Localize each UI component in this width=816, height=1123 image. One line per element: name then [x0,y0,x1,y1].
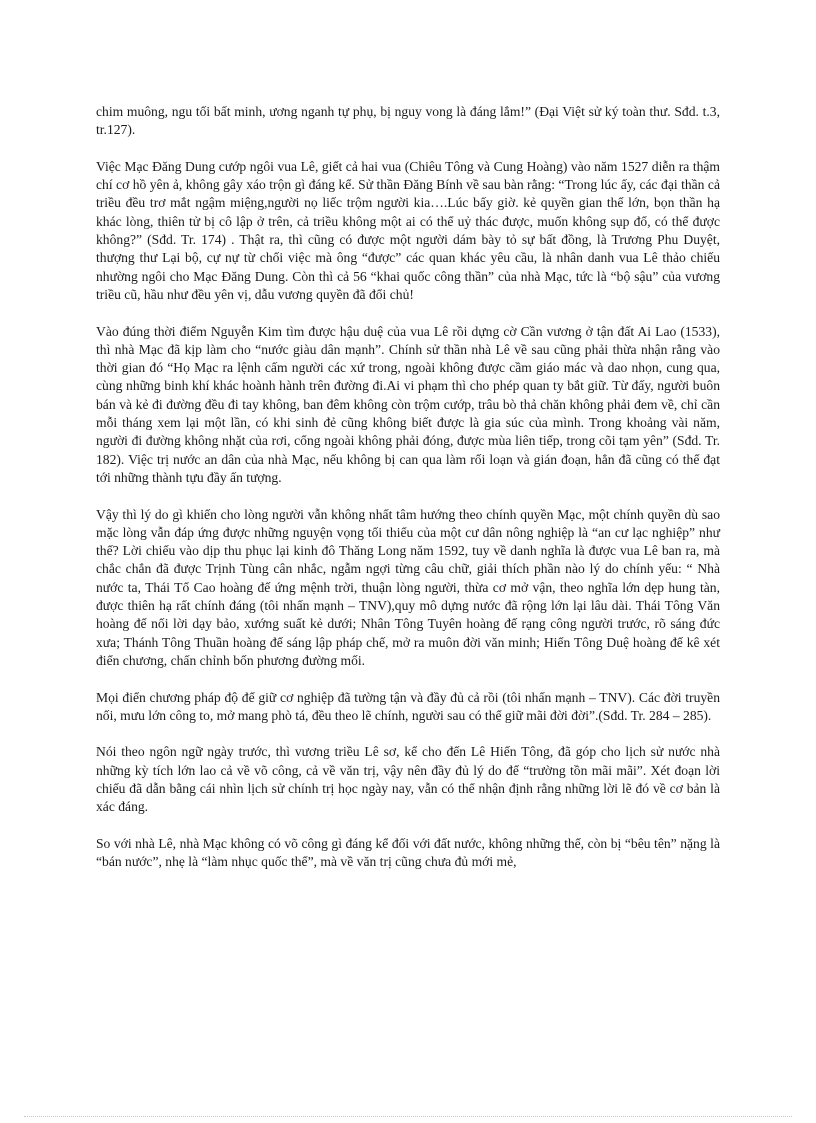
paragraph-5: Mọi điển chương pháp độ để giữ cơ nghiệp đã tường tận và đầy đủ cả rồi (tôi nhấn mạnh – TNV). Các đời truyền nối, mưu lớn công to, mở mang phò tá, đều theo lẽ chính, người sau có thể giữ mãi đời đời”.(Sđd. Tr. 284 – 285). [96,689,720,723]
document-page [96,103,720,890]
paragraph-2: Việc Mạc Đăng Dung cướp ngôi vua Lê, giết cả hai vua (Chiêu Tông và Cung Hoàng) vào năm 1527 diễn ra thậm chí cơ hồ yên ả, không gây xáo trộn gì đáng kể. Sử thần Đăng Bính về sau bàn rằng: “Trong lúc ấy, các đại thần cả triều đều trơ mắt ngậm miệng,người nọ liếc trộm người kia….Lúc bấy giờ. kẻ quyền gian thế lớn, bọn thần hạ khác lòng, thiên tử bị cô lập ở trên, cả triều không một ai có thể uỷ thác được, muốn không sụp đổ, có thể được không?” (Sđd. Tr. 174) . Thật ra, thì cũng có được một người dám bày tỏ sự bất đồng, là Trương Phu Duyệt, thượng thư Lại bộ, cự nự từ chối việc mà ông “được” các quan khác yêu cầu, là nhân danh vua Lê thảo chiếu nhường ngôi cho Mạc Đăng Dung. Còn thì cả 56 “khai quốc công thần” của nhà Mạc, tức là “bộ sậu” của vương triều cũ, hầu như đều yên vị, dẫu vương quyền đã đổi chủ! [96,158,720,302]
page-bottom-divider [24,1116,792,1117]
paragraph-3: Vào đúng thời điểm Nguyễn Kim tìm được hậu duệ của vua Lê rồi dựng cờ Cần vương ở tận đất Ai Lao (1533), thì nhà Mạc đã kịp làm cho “nước giàu dân mạnh”. Chính sử thần nhà Lê về sau cũng phải thừa nhận rằng vào thời gian đó “Họ Mạc ra lệnh cấm người các xứ trong, ngoài không được cầm giáo mác và dao nhọn, cung qua, cùng những binh khí khác hoành hành trên đường đi.Ai vi phạm thì cho phép quan ty bắt giữ. Từ đấy, người buôn bán và kẻ đi đường đều đi tay không, ban đêm không còn trộm cướp, trâu bò thả chăn không phải đem về, chỉ cần mỗi tháng xem lại một lần, có khi sinh đẻ cũng không biết được là gia súc của mình. Trong khoảng vài năm, người đi đường không nhặt của rơi, cổng ngoài không phải đóng, được mùa liên tiếp, trong cõi tạm yên” (Sđd. Tr. 182). Việc trị nước an dân của nhà Mạc, nếu không bị can qua làm rối loạn và gián đoạn, hẳn đã cũng có thể đạt tới những thành tựu đầy ấn tượng. [96,323,720,485]
paragraph-7: So với nhà Lê, nhà Mạc không có võ công gì đáng kể đối với đất nước, không những thế, còn bị “bêu tên” nặng là “bán nước”, nhẹ là “làm nhục quốc thể”, mà về văn trị cũng chưa đủ mới mẻ, [96,835,720,870]
paragraph-4: Vậy thì lý do gì khiến cho lòng người vẫn không nhất tâm hướng theo chính quyền Mạc, một chính quyền dù sao mặc lòng vẫn đáp ứng được những nguyện vọng tối thiểu của một cư dân nông nghiệp là “an cư lạc nghiệp” như thế? Lời chiếu vào dịp thu phục lại kinh đô Thăng Long năm 1592, tuy về danh nghĩa là được vua Lê ban ra, mà chắc chắn đã được Trịnh Tùng cân nhắc, ngẫm ngợi từng câu chữ, giải thích phần nào lý do chính yếu: “ Nhà nước ta, Thái Tổ Cao hoàng đế ứng mệnh trời, thuận lòng người, thừa cơ mở vận, theo nghĩa lớn dẹp hung tàn, được thiên hạ rất chính đáng (tôi nhấn mạnh – TNV),quy mô dựng nước đã rộng lớn lại lâu dài. Thái Tông Văn hoàng đế nối lời dạy bảo, xướng suất kẻ dưới; Nhân Tông Tuyên hoàng đế rạng công người trước, rõ sáng đức xưa; Thánh Tông Thuần hoàng đế sáng lập pháp chế, mở ra muôn đời văn minh; Hiến Tông Duệ hoàng đế kê xét điển chương, chấn chỉnh bốn phương đường mối. [96,506,720,668]
paragraph-6: Nói theo ngôn ngữ ngày trước, thì vương triều Lê sơ, kể cho đến Lê Hiến Tông, đã góp cho lịch sử nước nhà những kỳ tích lớn lao cả về võ công, cả về văn trị, vậy nên đầy đủ lý do để “trường tồn mãi mãi”. Xét đoạn lời chiếu đã dẫn bằng cái nhìn lịch sử chính trị học ngày nay, vẫn có thể nhận định rằng những lời lẽ đó về cơ bản là xác đáng. [96,744,720,815]
paragraph-1: chim muông, ngu tối bất minh, ương nganh tự phụ, bị nguy vong là đáng lắm!” (Đại Việt sử ký toàn thư. Sđd. t.3, tr.127). [96,104,720,138]
